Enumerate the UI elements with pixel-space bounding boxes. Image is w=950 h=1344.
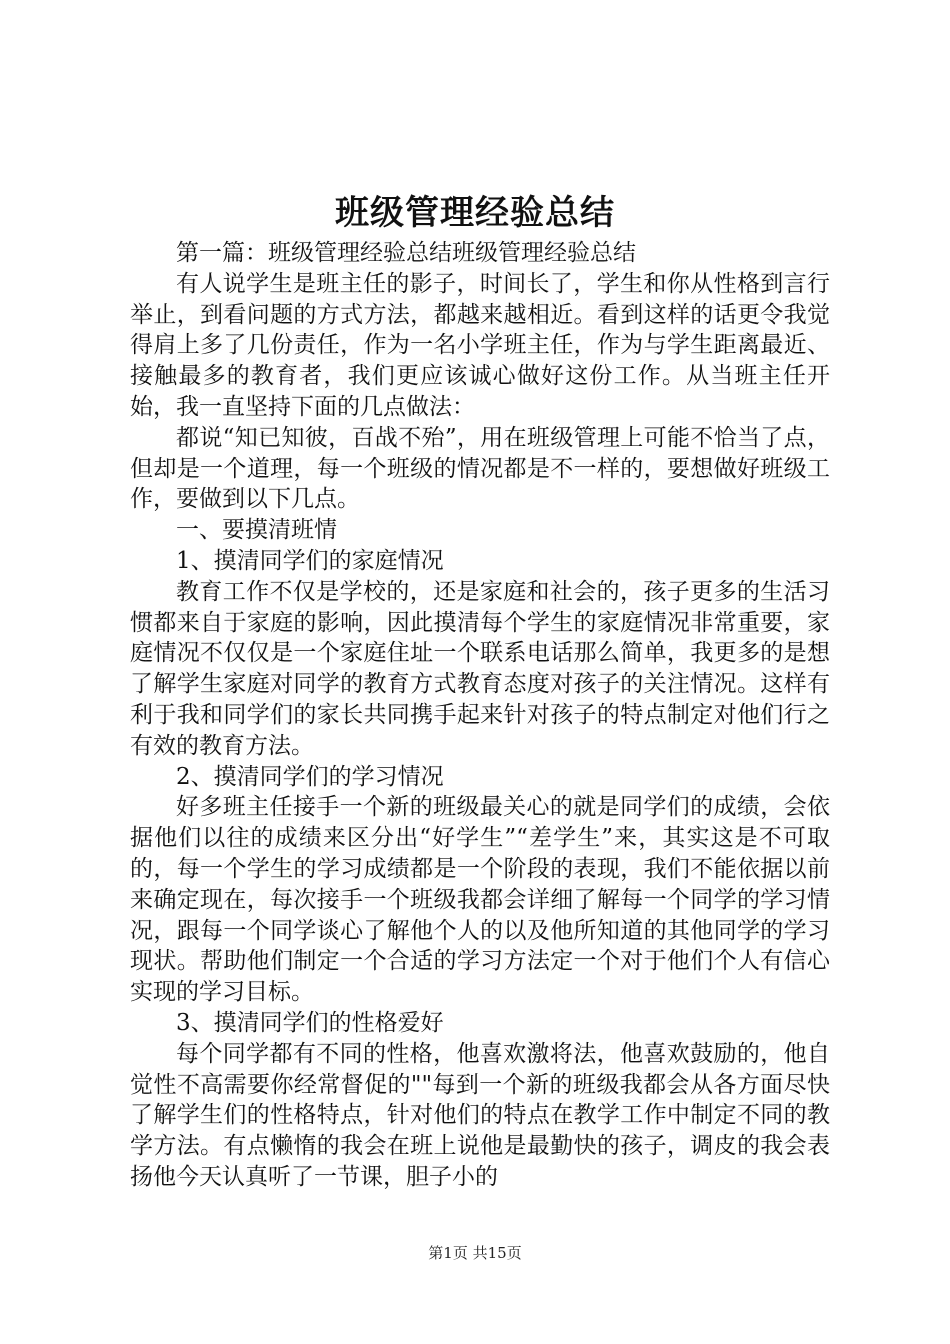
section-heading: 一、要摸清班情 [176, 517, 337, 544]
document-title: 班级管理经验总结 [335, 193, 615, 233]
paragraph: 每个同学都有不同的性格，他喜欢激将法，他喜欢鼓励的，他自觉性不高需要你经常督促的""每到一个新的班级我都会从各方面尽快了解学生们的性格特点，针对他们的特点在教学工作中制定不同的教学方法。有点懒惰的我会在班上说他是最勤快的孩子，调皮的我会表扬他今天认真听了一节课，胆子小的 [130, 1040, 830, 1190]
paragraph: 第一篇：班级管理经验总结班级管理经验总结 [176, 240, 636, 266]
subsection-heading: 3、摸清同学们的性格爱好 [176, 1009, 444, 1036]
document-body [130, 238, 830, 1193]
paragraph: 教育工作不仅是学校的，还是家庭和社会的，孩子更多的生活习惯都来自于家庭的影响，因此摸清每个学生的家庭情况非常重要，家庭情况不仅仅是一个家庭住址一个联系电话那么简单，我更多的是想了解学生家庭对同学的教育方式教育态度对孩子的关注情况。这样有利于我和同学们的家长共同携手起来针对孩子的特点制定对他们行之有效的教育方法。 [130, 578, 830, 759]
subsection-heading: 2、摸清同学们的学习情况 [176, 763, 444, 790]
subsection-heading: 1、摸清同学们的家庭情况 [176, 547, 444, 574]
page-number-footer: 第1页 共15页 [428, 1244, 522, 1262]
paragraph: 都说“知已知彼，百战不殆”，用在班级管理上可能不恰当了点，但却是一个道理，每一个班级的情况都是不一样的，要想做好班级工作，要做到以下几点。 [130, 424, 830, 513]
paragraph: 好多班主任接手一个新的班级最关心的就是同学们的成绩，会依据他们以往的成绩来区分出“好学生”“差学生”来，其实这是不可取的，每一个学生的学习成绩都是一个阶段的表现，我们不能依据以前来确定现在，每次接手一个班级我都会详细了解每一个同学的学习情况，跟每一个同学谈心了解他个人的以及他所知道的其他同学的学习现状。帮助他们制定一个合适的学习方法定一个对于他们个人有信心实现的学习目标。 [130, 794, 830, 1006]
paragraph: 有人说学生是班主任的影子，时间长了，学生和你从性格到言行举止，到看问题的方式方法，都越来越相近。看到这样的话更令我觉得肩上多了几份责任，作为一名小学班主任，作为与学生距离最近、接触最多的教育者，我们更应该诚心做好这份工作。从当班主任开始，我一直坚持下面的几点做法： [130, 270, 830, 420]
